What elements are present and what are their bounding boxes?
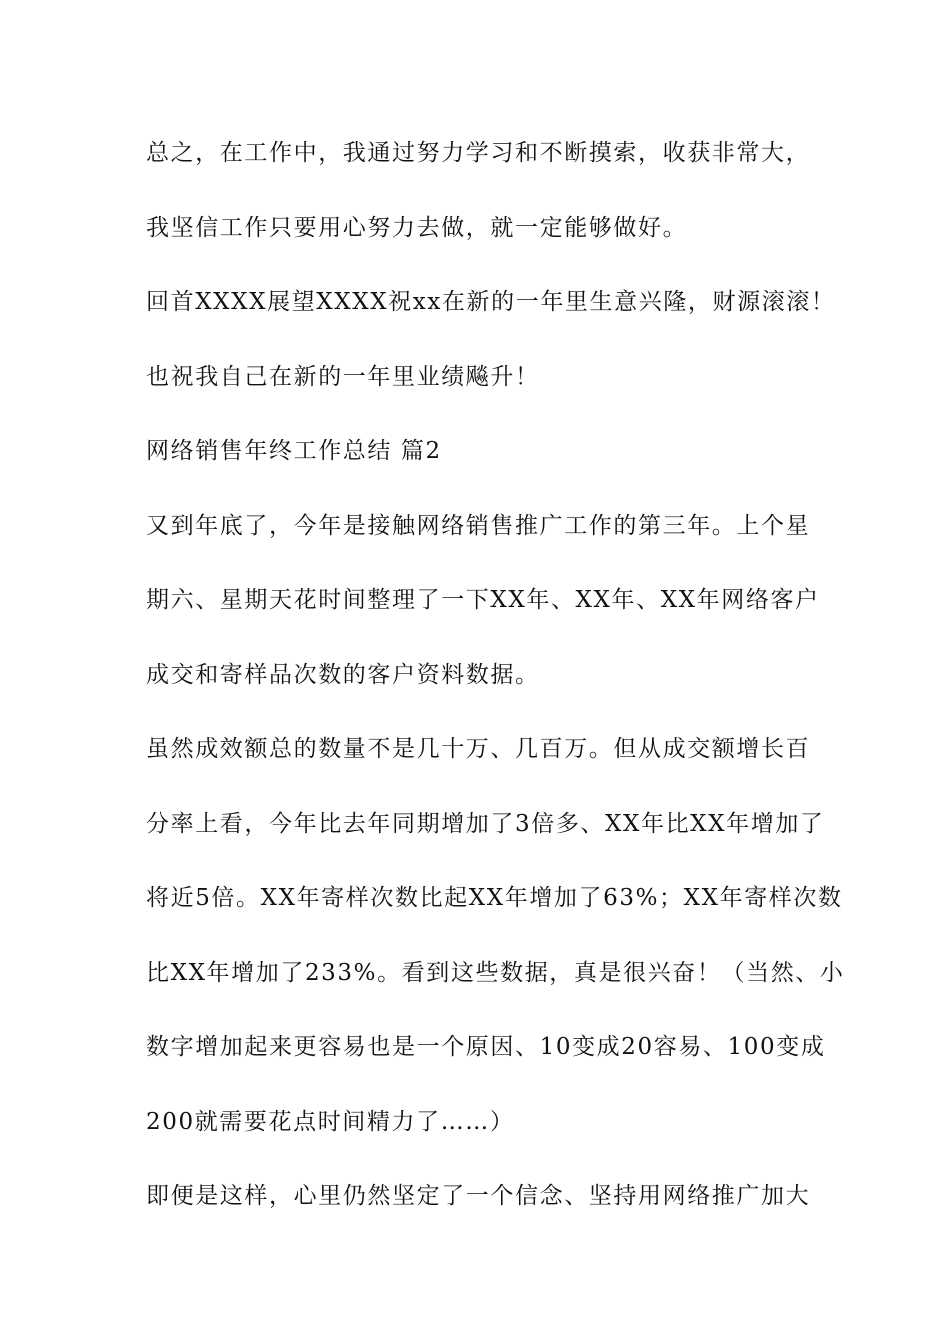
paragraph-line: 期六、星期天花时间整理了一下XX年、XX年、XX年网络客户	[146, 587, 820, 613]
paragraph-line: 总之，在工作中，我通过努力学习和不断摸索，收获非常大，	[146, 140, 811, 166]
paragraph-line: 比XX年增加了233%。看到这些数据，真是很兴奋！（当然、小	[146, 959, 845, 986]
paragraph-line: 即便是这样，心里仍然坚定了一个信念、坚持用网络推广加大	[146, 1183, 811, 1209]
paragraph-line: 也祝我自己在新的一年里业绩飚升！	[146, 363, 540, 390]
section-heading: 网络销售年终工作总结 篇2	[146, 438, 442, 464]
paragraph-line: 将近5倍。XX年寄样次数比起XX年增加了63%；XX年寄样次数	[146, 885, 843, 911]
paragraph-line: 虽然成效额总的数量不是几十万、几百万。但从成交额增长百	[146, 736, 811, 762]
paragraph-line: 200就需要花点时间精力了……）	[146, 1108, 515, 1135]
paragraph-line: 我坚信工作只要用心努力去做，就一定能够做好。	[146, 214, 688, 241]
document-body	[146, 128, 845, 1246]
paragraph-line: 成交和寄样品次数的客户资料数据。	[146, 661, 540, 688]
paragraph-line: 数字增加起来更容易也是一个原因、10变成20容易、100变成	[146, 1034, 826, 1060]
paragraph-line: 又到年底了，今年是接触网络销售推广工作的第三年。上个星	[146, 512, 811, 539]
paragraph-line: 分率上看，今年比去年同期增加了3倍多、XX年比XX年增加了	[146, 810, 825, 837]
paragraph-line: 回首XXXX展望XXXX祝xx在新的一年里生意兴隆，财源滚滚！	[146, 289, 836, 315]
